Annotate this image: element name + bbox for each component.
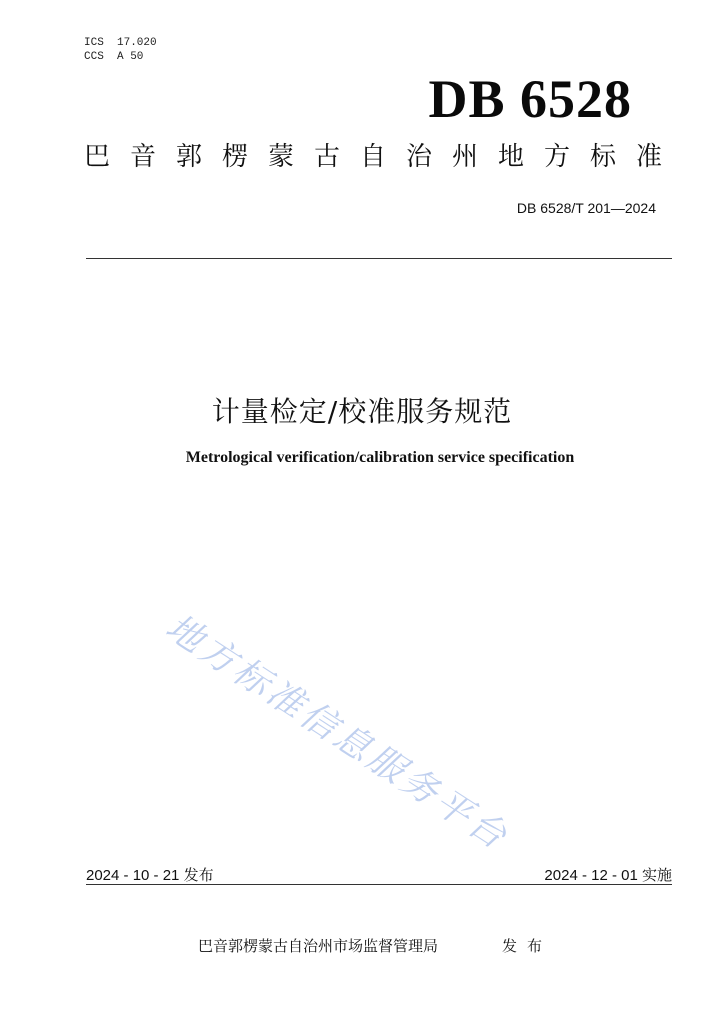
watermark: 地方标准信息服务平台	[158, 606, 517, 859]
standard-number: DB 6528/T 201—2024	[516, 200, 656, 216]
publish-label: 发布	[502, 937, 553, 955]
document-title-english: Metrological verification/calibration service specification	[185, 449, 575, 466]
implementation-date: 2024 - 12 - 01 实施	[544, 867, 672, 884]
db-logo: DB 6528	[428, 69, 632, 129]
issue-date: 2024 - 10 - 21 发布	[86, 867, 214, 884]
classification-codes	[84, 36, 157, 64]
publisher-name: 巴音郭楞蒙古自治州市场监督管理局	[198, 937, 439, 955]
header-divider	[86, 258, 672, 259]
footer-divider	[86, 884, 672, 885]
ccs-code: CCS A 50	[84, 51, 144, 63]
issuing-authority-title: 巴音郭楞蒙古自治州地方标准	[84, 142, 683, 172]
document-title-chinese: 计量检定/校准服务规范	[211, 395, 513, 428]
ics-code: ICS 17.020	[84, 37, 157, 49]
